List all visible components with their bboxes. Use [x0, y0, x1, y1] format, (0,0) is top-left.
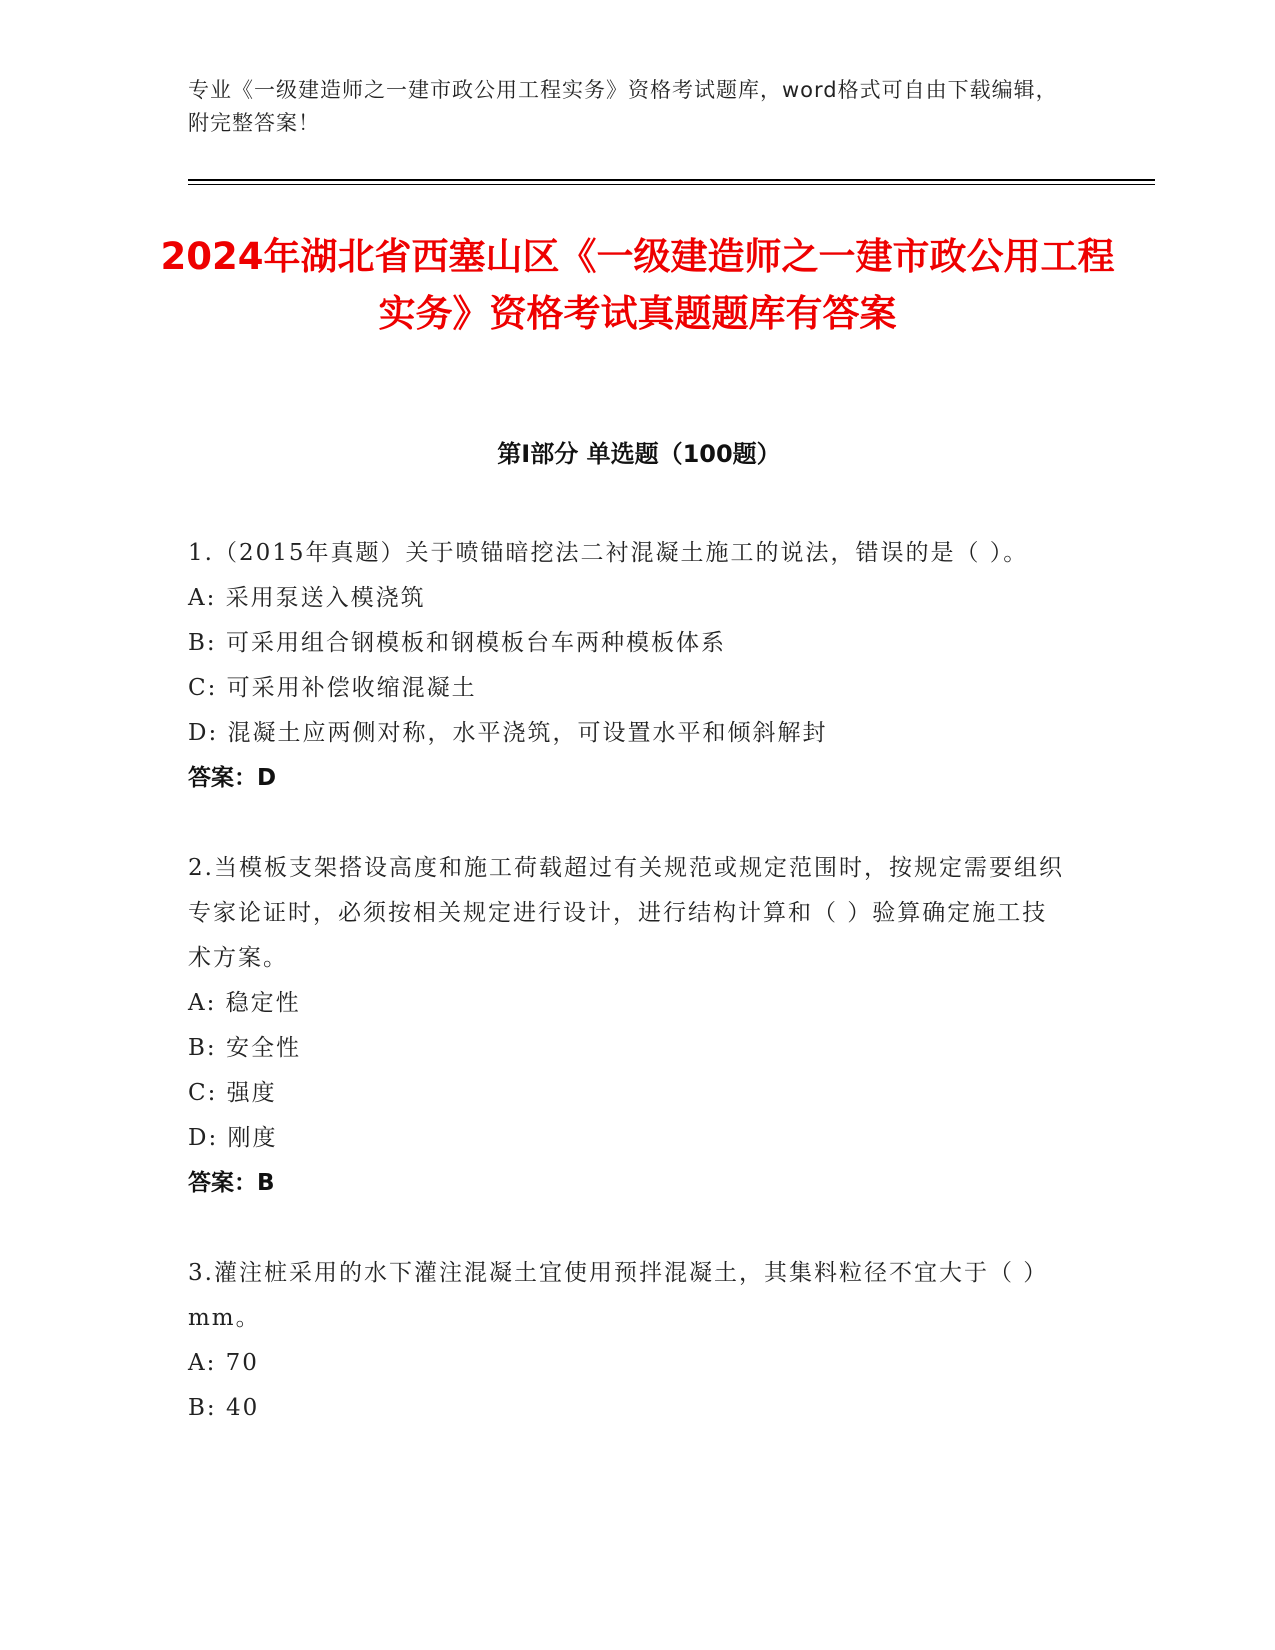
option-b: B: 安全性: [188, 1035, 301, 1061]
option-a: A: 稳定性: [188, 990, 301, 1016]
question-text: 2.当模板支架搭设高度和施工荷载超过有关规范或规定范围时，按规定需要组织专家论证时，必须按相关规定进行设计，进行结构计算和（ ）验算确定施工技术方案。: [188, 855, 1064, 971]
question-text: 3.灌注桩采用的水下灌注混凝土宜使用预拌混凝土，其集料粒径不宜大于（ ）mm。: [188, 1260, 1049, 1331]
question-text: 1.（2015年真题）关于喷锚暗挖法二衬混凝土施工的说法，错误的是（ ）。: [188, 540, 1029, 566]
answer: 答案：B: [188, 1170, 275, 1196]
option-b: B: 40: [188, 1395, 260, 1421]
option-a: A: 采用泵送入模浇筑: [188, 585, 426, 611]
question-list: [188, 531, 1068, 1476]
question-2: [188, 846, 1068, 1206]
option-d: D: 混凝土应两侧对称，水平浇筑，可设置水平和倾斜解封: [188, 720, 828, 746]
option-d: D: 刚度: [188, 1125, 278, 1151]
answer: 答案：D: [188, 765, 277, 791]
option-c: C: 强度: [188, 1080, 277, 1106]
option-b: B: 可采用组合钢模板和钢模板台车两种模板体系: [188, 630, 726, 656]
header-note: 专业《一级建造师之一建市政公用工程实务》资格考试题库，word格式可自由下载编辑，附完整答案！: [188, 78, 1058, 135]
option-a: A: 70: [188, 1350, 259, 1376]
question-1: [188, 531, 1068, 801]
section-heading: 第Ⅰ部分 单选题（100题）: [497, 440, 781, 468]
header-divider-thick: [188, 179, 1155, 181]
header-divider-thin: [188, 184, 1155, 185]
document-title: 2024年湖北省西塞山区《一级建造师之一建市政公用工程实务》资格考试真题题库有答案: [160, 235, 1115, 335]
question-3: [188, 1251, 1068, 1431]
option-c: C: 可采用补偿收缩混凝土: [188, 675, 477, 701]
